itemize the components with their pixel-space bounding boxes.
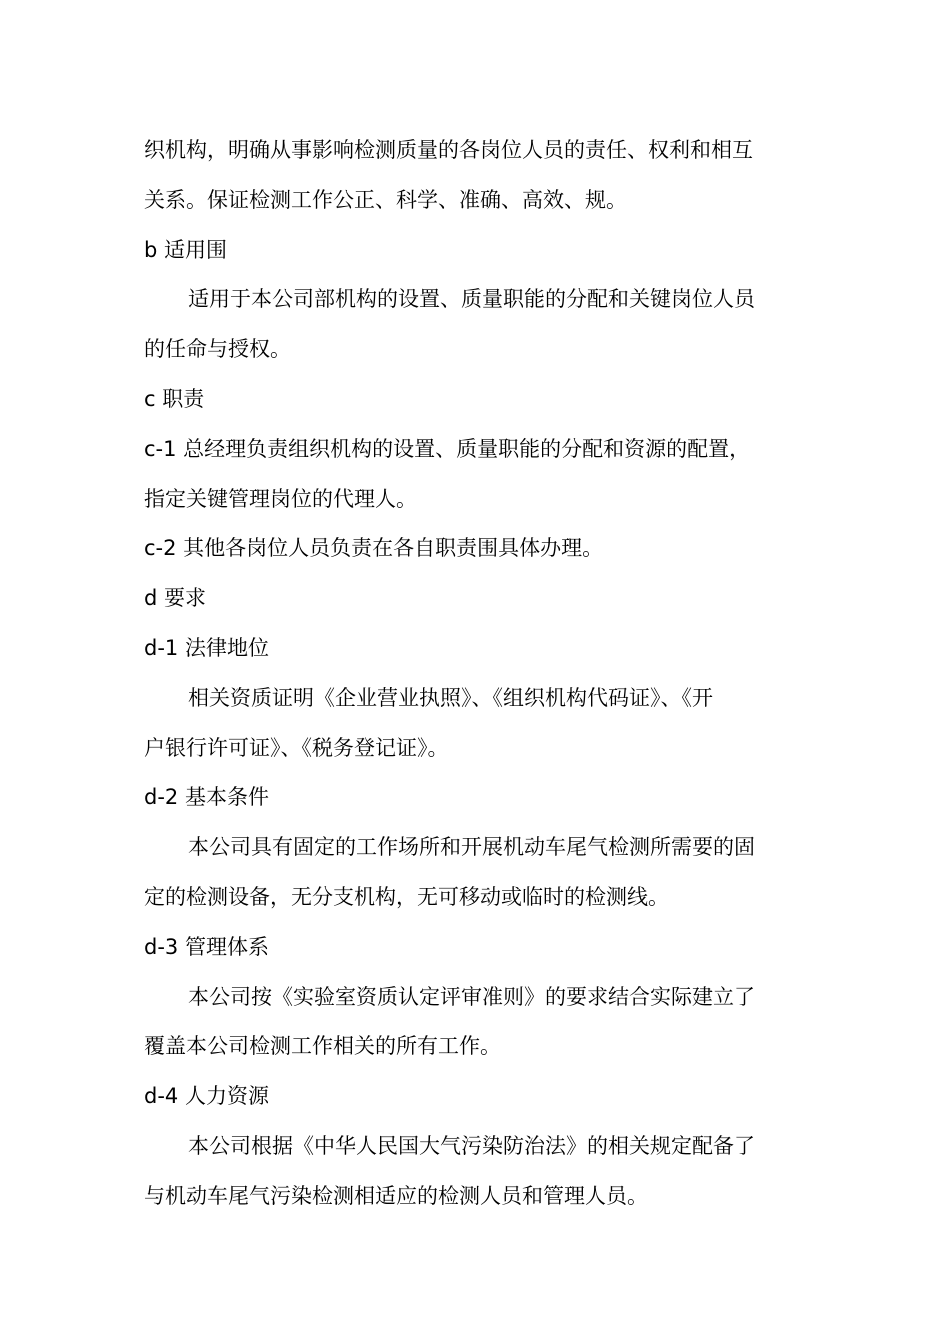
paragraph-line: 的任命与授权。 [144, 337, 291, 362]
paragraph-line: 本公司按《实验室资质认定评审准则》的要求结合实际建立了 [188, 984, 755, 1009]
subheading-d-4: d-4 人力资源 [144, 1084, 269, 1109]
paragraph-line: 关系。保证检测工作公正、科学、准确、高效、规。 [144, 187, 627, 212]
paragraph-line: 本公司具有固定的工作场所和开展机动车尾气检测所需要的固 [188, 835, 755, 860]
section-heading-b: b 适用围 [144, 237, 228, 262]
paragraph-line: 适用于本公司部机构的设置、质量职能的分配和关键岗位人员 [188, 287, 755, 312]
clause-c-2: c-2 其他各岗位人员负责在各自职责围具体办理。 [144, 536, 604, 561]
subheading-d-1: d-1 法律地位 [144, 635, 269, 660]
subheading-d-2: d-2 基本条件 [144, 785, 269, 810]
paragraph-line: 指定关键管理岗位的代理人。 [144, 486, 417, 511]
paragraph-line: 与机动车尾气污染检测相适应的检测人员和管理人员。 [144, 1183, 648, 1208]
paragraph-line: 覆盖本公司检测工作相关的所有工作。 [144, 1034, 501, 1059]
section-heading-d: d 要求 [144, 586, 207, 611]
paragraph-line: 定的检测设备，无分支机构，无可移动或临时的检测线。 [144, 884, 669, 909]
clause-c-1: c-1 总经理负责组织机构的设置、质量职能的分配和资源的配置， [144, 436, 751, 461]
paragraph-line: 户银行许可证》、《税务登记证》。 [144, 735, 449, 760]
paragraph-line: 织机构，明确从事影响检测质量的各岗位人员的责任、权利和相互 [144, 138, 753, 162]
document-body [144, 126, 809, 1222]
section-heading-c: c 职责 [144, 386, 205, 411]
paragraph-line: 相关资质证明《企业营业执照》、《组织机构代码证》、《开 [188, 685, 713, 710]
paragraph-line: 本公司根据《中华人民国大气污染防治法》的相关规定配备了 [188, 1133, 755, 1158]
subheading-d-3: d-3 管理体系 [144, 934, 269, 959]
